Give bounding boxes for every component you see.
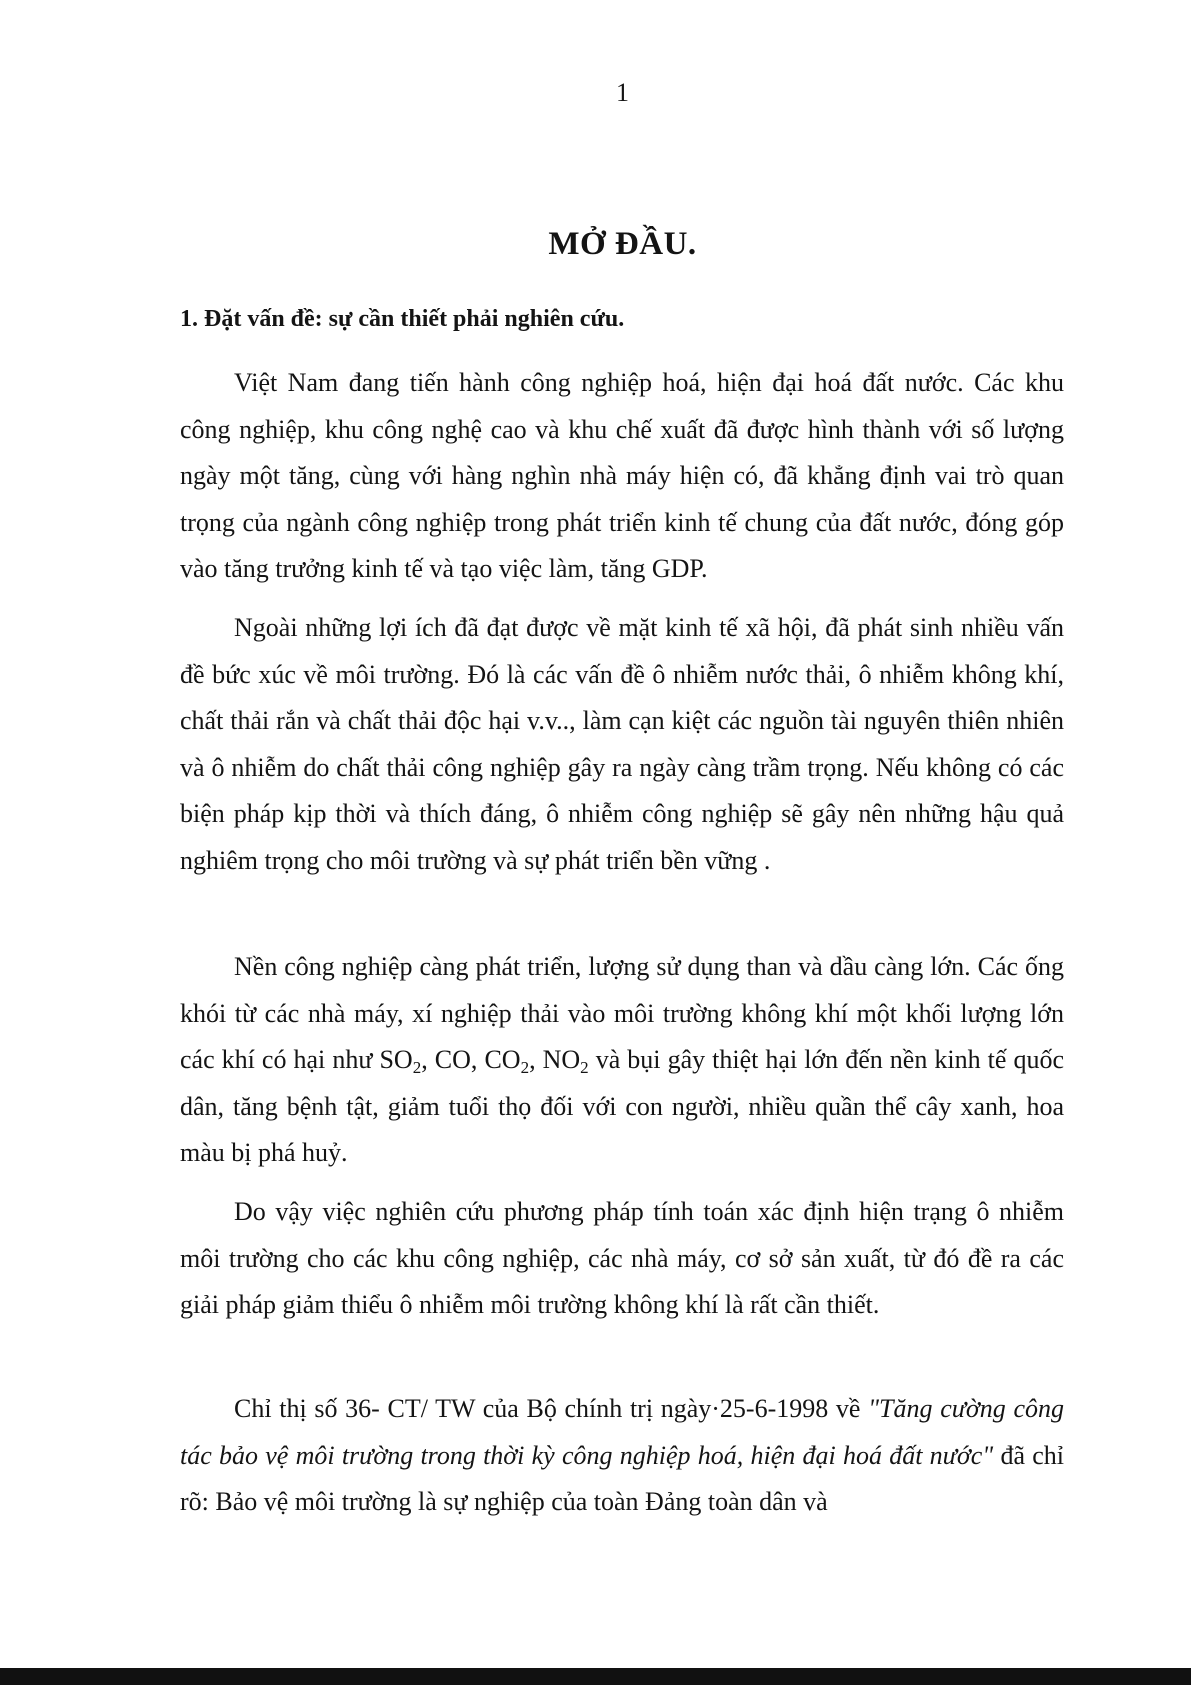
page-title: MỞ ĐẦU. bbox=[548, 226, 697, 262]
paragraph-1: Việt Nam đang tiến hành công nghiệp hoá, hiện đại hoá đất nước. Các khu công nghiệp, khu công nghệ cao và khu chế xuất đã được hình thành với số lượng ngày một tăng, cùng với hàng nghìn nhà máy hiện có, đã khẳng định vai trò quan trọng của ngành công nghiệp trong phát triển kinh tế chung của đất nước, đóng góp vào tăng trưởng kinh tế và tạo việc làm, tăng GDP. bbox=[180, 368, 1064, 583]
scan-bottom-edge bbox=[0, 1668, 1191, 1685]
paragraph-5-text-start: Chỉ thị số 36- CT/ TW của Bộ chính trị ngày·25-6-1998 về bbox=[234, 1394, 869, 1423]
paragraph-3: Nền công nghiệp càng phát triển, lượng sử dụng than và dầu càng lớn. Các ống khói từ các nhà máy, xí nghiệp thải vào môi trường không khí một khối lượng lớn các khí có hại như $SO_2$, CO, $CO_2$, $NO_2$ và bụi gây thiệt hại lớn đến nền kinh tế quốc dân, tăng bệnh tật, giảm tuổi thọ đối với con người, nhiều quần thể cây xanh, hoa màu bị phá huỷ. bbox=[180, 952, 1065, 1167]
paragraph-5-text-end: đã chỉ rõ: Bảo vệ môi trường là sự nghiệp của toàn Đảng toàn dân và bbox=[180, 1440, 1064, 1516]
paragraph-3-text-start: Nền công nghiệp càng phát triển, lượng sử dụng than và dầu càng lớn. Các ống khói từ các nhà máy, xí nghiệp thải vào môi trường không khí một khối lượng lớn các khí có hại như bbox=[180, 952, 1064, 1074]
formula-no2: $NO_2$ bbox=[542, 1045, 589, 1077]
paragraph-2: Ngoài những lợi ích đã đạt được về mặt kinh tế xã hội, đã phát sinh nhiều vấn đề bức xúc về môi trường. Đó là các vấn đề ô nhiễm nước thải, ô nhiễm không khí, chất thải rắn và chất thải độc hại v.v.., làm cạn kiệt các nguồn tài nguyên thiên nhiên và ô nhiễm do chất thải công nghiệp gây ra ngày càng trầm trọng. Nếu không có các biện pháp kịp thời và thích đáng, ô nhiễm công nghiệp sẽ gây nên những hậu quả nghiêm trọng cho môi trường và sự phát triển bền vững . bbox=[180, 613, 1064, 875]
quoted-directive-title: "Tăng cường công tác bảo vệ môi trường trong thời kỳ công nghiệp hoá, hiện đại hoá đất nước" bbox=[180, 1394, 1064, 1470]
paragraph-3-text-end: và bụi gây thiệt hại lớn đến nền kinh tế quốc dân, tăng bệnh tật, giảm tuổi thọ đối với con người, nhiều quần thể cây xanh, hoa màu bị phá huỷ. bbox=[180, 1045, 1065, 1167]
paragraph-4: Do vậy việc nghiên cứu phương pháp tính toán xác định hiện trạng ô nhiễm môi trường cho các khu công nghiệp, các nhà máy, cơ sở sản xuất, từ đó đề ra các giải pháp giảm thiểu ô nhiễm môi trường không khí là rất cần thiết. bbox=[180, 1197, 1064, 1319]
formula-co2: $CO_2$ bbox=[484, 1045, 530, 1077]
paragraph-5 bbox=[180, 1386, 1064, 1526]
page-number: 1 bbox=[616, 78, 629, 107]
formula-so2: $SO_2$ bbox=[379, 1045, 422, 1077]
section-heading: 1. Đặt vấn đề: sự cần thiết phải nghiên cứu. bbox=[180, 306, 625, 332]
